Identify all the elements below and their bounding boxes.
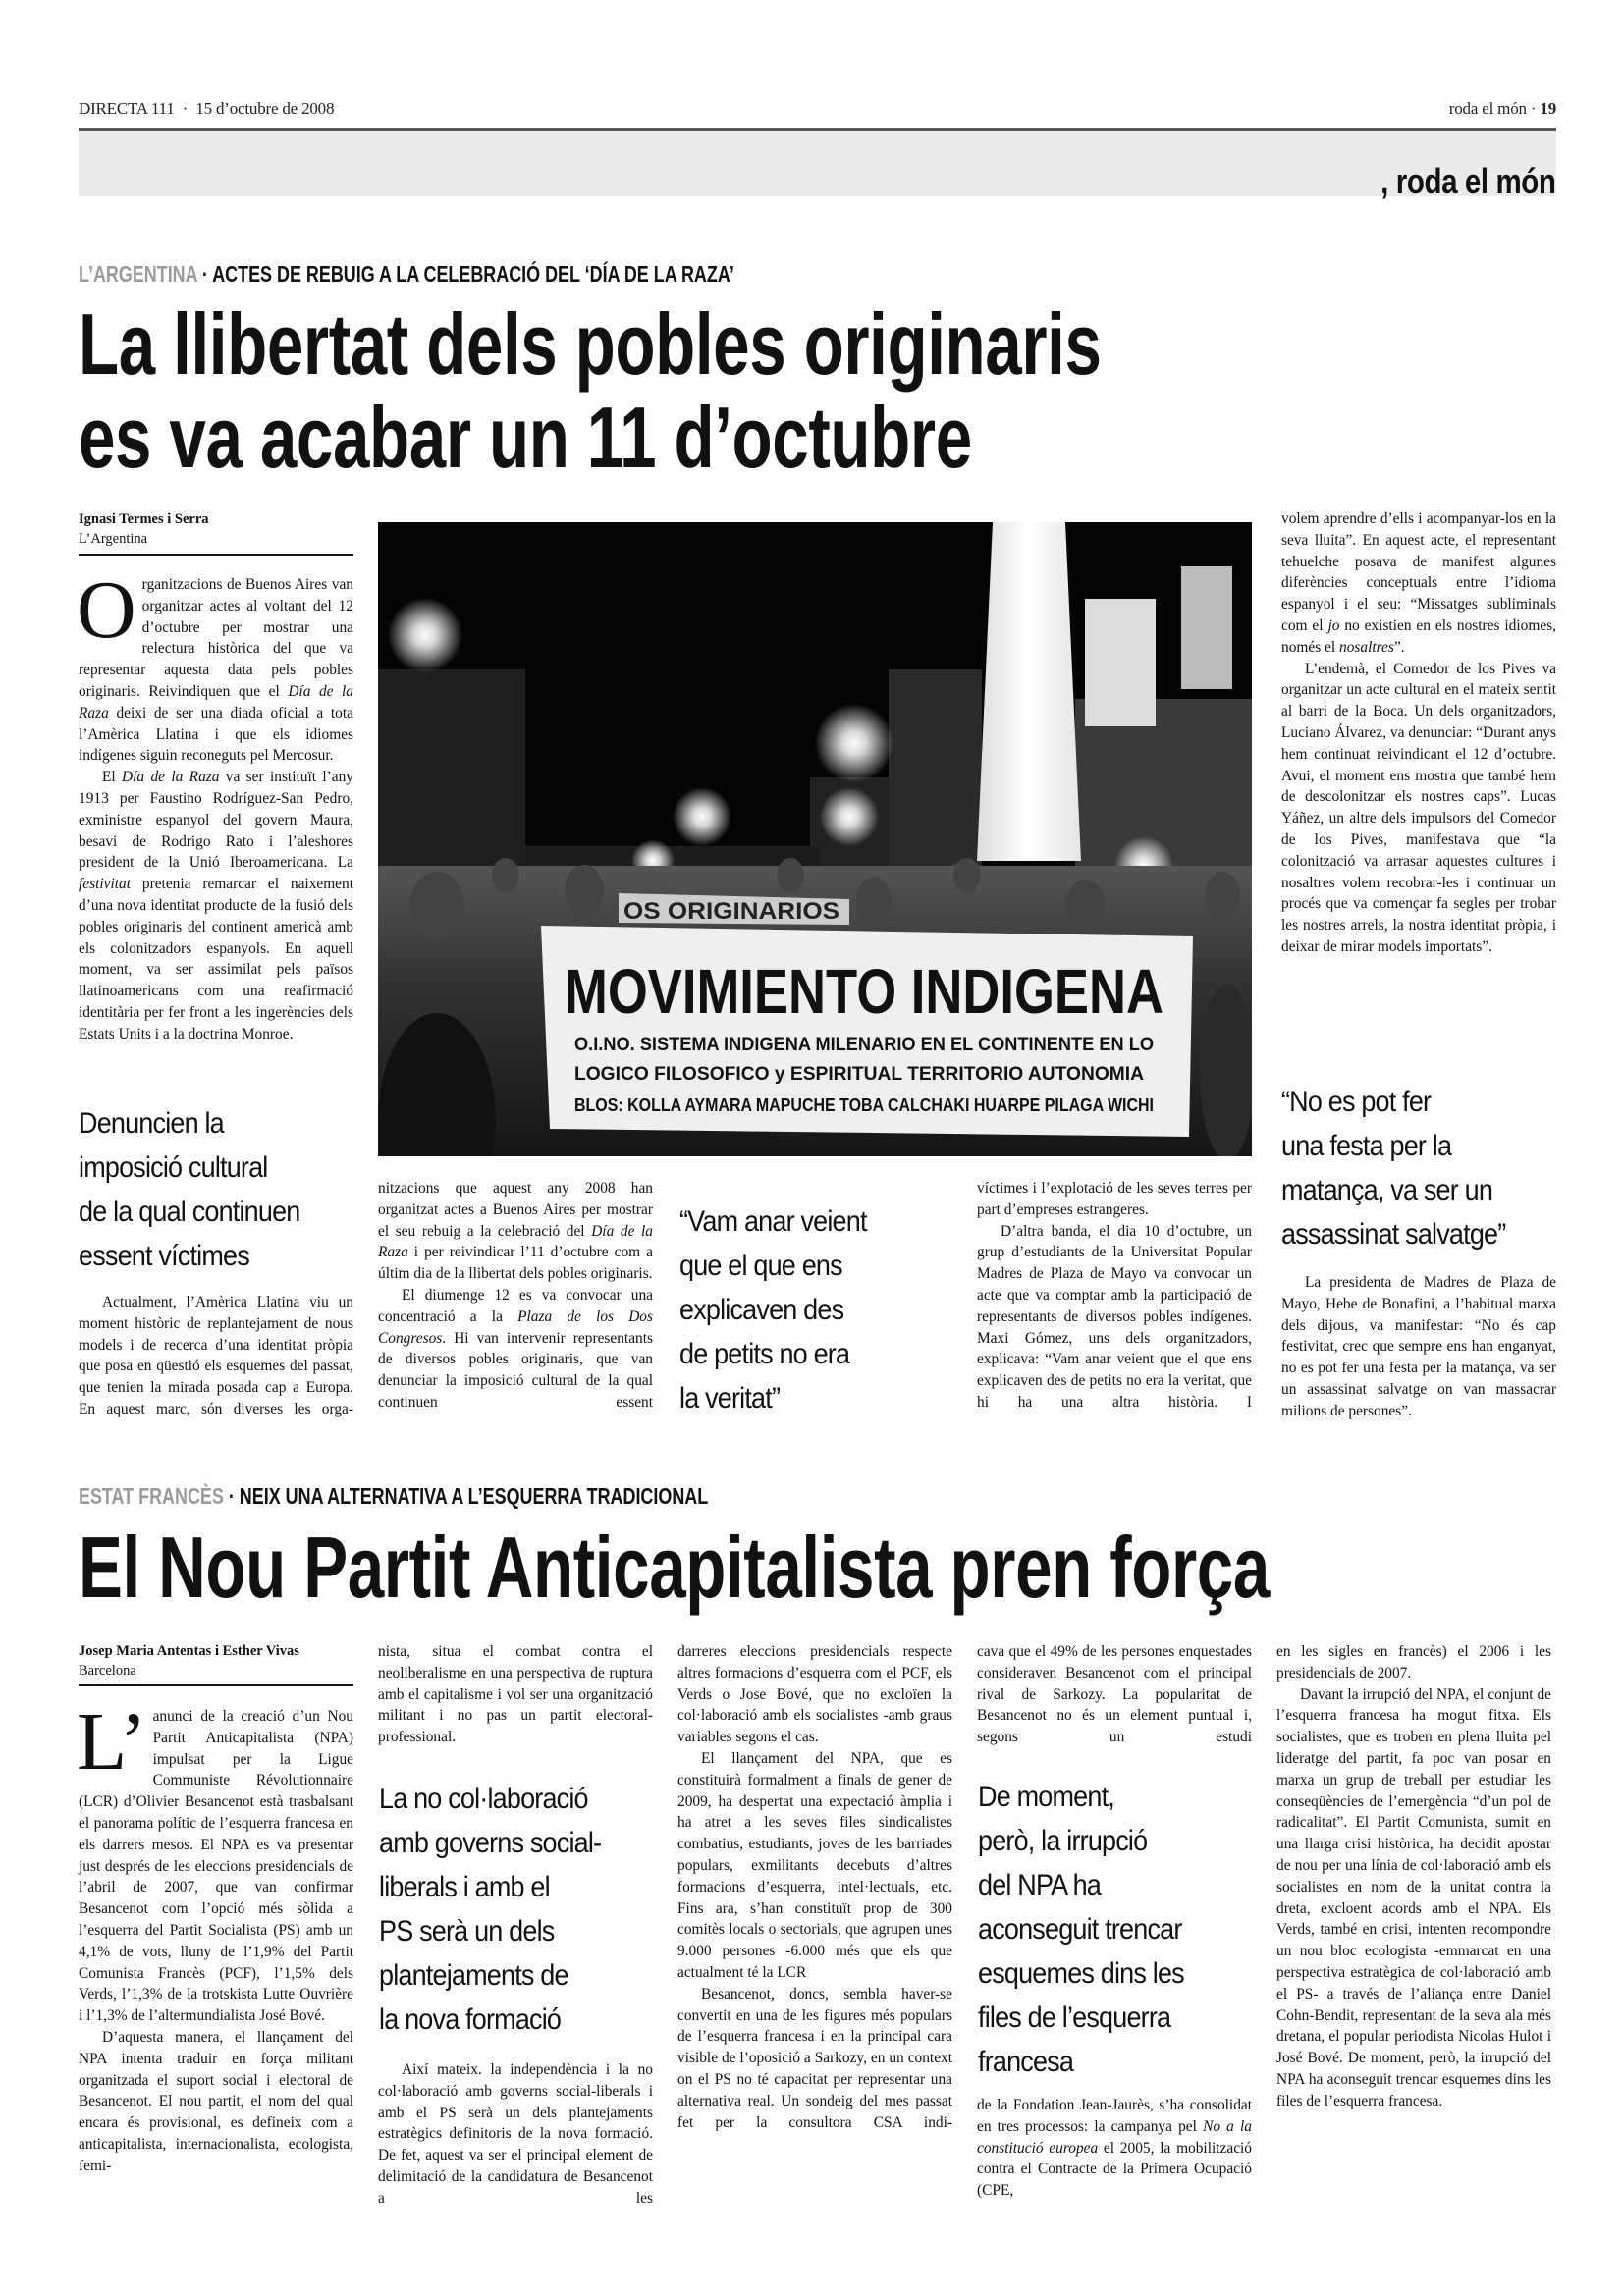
text-run: cava que el 49% de les persones enquestades consideraven Besancenot com el principal rival de Sarkozy. La popularitat de Besancenot no és un element puntual i, segons un estudi: [977, 1643, 1252, 1746]
paragraph: [378, 1178, 653, 1285]
article-2-pull-quote-2: [978, 1775, 1263, 2084]
text-run: deixi de ser una diada oficial a tota l’Amèrica Llatina i que els idiomes indígenes siguin reconeguts pel Mercosur.: [79, 704, 353, 765]
kicker-region: L’ARGENTINA: [79, 261, 197, 287]
pull-quote-line: esquemes dins les: [978, 1957, 1184, 1990]
kicker-topic: ACTES DE REBUIG A LA CELEBRACIÓ DEL ‘DÍA DE LA RAZA’: [212, 261, 734, 287]
drop-cap: L’: [77, 1696, 147, 1788]
pull-quote-line: “Vam anar veient: [679, 1205, 867, 1238]
text-run: El llançament del NPA, que es constituirà formalment a finals de gener de 2009, ha despertat una expectació àmplia i ha atret a les seves files sindicalistes combatius, estudiants, joves de les barriades populars, exmilitants decebuts d’altres formacions d’esquerra, intel·lectuals, etc. Fins ara, s’han constituït prop de 300 comitès locals o sectorials, que agrupen unes 9.000 persones -6.000 més que els que actualment té la LCR: [677, 1749, 952, 1981]
page-header-right: [1449, 99, 1556, 119]
article-2-column-5: [1276, 1641, 1551, 2112]
pull-quote-line: plantejaments de: [379, 1959, 568, 1992]
paragraph: [1276, 1684, 1551, 2112]
article-1-photo-protest: [378, 522, 1252, 1156]
text-run: Actualment, l’Amèrica Llatina viu un moment històric de replantejament de nous models i de recerca d’una identitat pròpia que posa en qüestió els esquemes del passat, que tenien la mirada posada cap a Europa. En aquest marc, són diverses les orga-: [79, 1294, 353, 1417]
paragraph: [1276, 1641, 1551, 1684]
kicker-separator: ·: [223, 1483, 240, 1509]
article-1-byline: [79, 509, 353, 549]
article-2-kicker: [79, 1483, 708, 1510]
article-2-column-4-top: [977, 1641, 1252, 1748]
text-run: i per reivindicar l’11 d’octubre com a últim dia de la llibertat dels pobles originaris.: [378, 1244, 653, 1283]
text-run: D’aquesta manera, el llançament del NPA intenta traduir en força militant organitzada el suport social i electoral de Besancenot. El nou partit, el nom del qual encara és provisional, es defineix com a anticapitalista, internacionalista, ecologista, femi-: [79, 2028, 353, 2174]
text-run: Davant la irrupció del NPA, el conjunt de l’esquerra francesa ha mogut fitxa. Els socialistes, que es troben en plena lluita pel lideratge del partit, fa poc van posar en marxa un grup de treball per estudiar les conseqüències de l’emergència “d’un pol de radicalitat”. El Partit Comunista, sumit en una llarga crisi històrica, ha decidit apostar de nou per una línia de col·laboració amb els socialistes en nom de la unitat contra la dreta, excloent acords amb el NPA. Els Verds, també en crisi, intenten recompondre un nou bloc ecologista -emmarcat en una perspectiva estratègica de col·laboració amb el PS- a través de l’aliança entre Daniel Cohn-Bendit, representant de la seva ala més dretana, el popular periodista Nicolas Hulot i José Bové. De moment, però, la irrupció del NPA ha aconseguit trencar esquemes dins les files de l’esquerra francesa.: [1276, 1685, 1551, 2109]
italic-text: jo: [1327, 616, 1340, 634]
page-header-left: [79, 99, 334, 119]
pull-quote-line: explicaven des: [679, 1294, 844, 1326]
text-run: El: [102, 769, 123, 786]
article-1-column-1-top: [77, 564, 354, 1045]
paragraph: [378, 1285, 653, 1414]
text-run: El diumenge 12 es va convocar una concentració a la: [378, 1286, 653, 1325]
section-banner-title: , roda el món: [1380, 161, 1556, 201]
pull-quote-line: la nova formació: [379, 2003, 562, 2036]
headline-line: es va acabar un 11 d’octubre: [79, 389, 972, 486]
article-1-pull-quote-2: [679, 1200, 964, 1420]
text-run: darreres eleccions presidencials respecte altres formacions d’esquerra com el PCF, els Verds o Jose Bové, que no excloïen la col·laboració amb els socialistes -amb graus variables segons el cas.: [677, 1643, 952, 1746]
publication-name: DIRECTA 111: [79, 99, 175, 118]
article-1-pull-quote-1: [79, 1101, 363, 1278]
separator: ·: [1530, 99, 1537, 118]
text-run: víctimes i l’explotació de les seves terres per part d’empreses estrangeres.: [977, 1180, 1252, 1218]
article-1-column-4: [977, 1178, 1252, 1414]
article-1-kicker: [79, 261, 734, 288]
article-2-column-4-bottom: [977, 2095, 1252, 2202]
pull-quote-line: però, la irrupció: [978, 1825, 1148, 1857]
pull-quote-line: una festa per la: [1281, 1130, 1452, 1162]
paragraph: [1281, 508, 1556, 659]
pull-quote-line: imposició cultural: [79, 1151, 268, 1184]
paragraph: [677, 1748, 952, 1984]
byline-rule: [79, 1684, 353, 1686]
text-run: nista, situa el combat contra el neoliberalisme en una perspectiva de ruptura amb el capitalisme i vol ser una organització militant i no pas un partit electoral-professional.: [378, 1643, 653, 1746]
banner-text-line: LOGICO FILOSOFICO y ESPIRITUAL TERRITORIO AUTONOMIA: [574, 1064, 1145, 1085]
separator: ·: [182, 99, 189, 118]
italic-text: Día de la Raza: [79, 682, 354, 721]
pull-quote-line: de la qual continuen: [79, 1196, 300, 1228]
pull-quote-line: matança, va ser un: [1281, 1174, 1493, 1206]
paragraph: [977, 1641, 1252, 1748]
pull-quote-line: De moment,: [978, 1781, 1114, 1813]
pull-quote-line: de petits no era: [679, 1338, 850, 1370]
paragraph: [378, 2059, 653, 2210]
pull-quote-line: liberals i amb el: [379, 1871, 550, 1903]
article-2-byline: [79, 1641, 353, 1681]
article-1-pull-quote-3: [1281, 1080, 1566, 1256]
section-label: roda el món: [1448, 99, 1527, 118]
pull-quote-line: PS serà un dels: [379, 1915, 555, 1948]
text-run: va ser instituït l’any 1913 per Faustino Rodríguez-San Pedro, exministre espanyol del govern Maura, besavi de Rodrigo Rato i l’aleshores president de la Unió Iberoamericana. La: [79, 769, 353, 872]
headline-line: La llibertat dels pobles originaris: [79, 295, 1102, 393]
article-1-column-5-top: [1281, 508, 1556, 958]
italic-text: nosaltres: [1339, 638, 1394, 656]
paragraph: [79, 2027, 353, 2177]
italic-text: Plaza de los Dos Congresos: [378, 1308, 653, 1347]
text-run: ”.: [1393, 638, 1405, 656]
text-run: rganitzacions de Buenos Aires van organitzar actes al voltant del 12 d’octubre per mostrar una relectura històrica del que va representar aquesta data pels pobles originaris. Reivindiquen que el: [79, 576, 353, 700]
kicker-region: ESTAT FRANCÈS: [79, 1483, 224, 1509]
text-run: Així mateix. la independència i la no col·laboració amb governs social-liberals i amb el PS serà un dels plantejaments estratègics definitoris de la nova formació. De fet, aquest va ser el principal element de delimitació de la candidatura de Besancenot a les: [378, 2061, 653, 2207]
obelisk: [977, 522, 1081, 861]
italic-text: Día de la Raza: [122, 769, 220, 786]
article-1-column-5-bottom: [1281, 1272, 1556, 1422]
pull-quote-line: assassinat salvatge”: [1281, 1218, 1506, 1251]
byline-location: L’Argentina: [79, 531, 148, 547]
paragraph: [77, 1696, 353, 2027]
text-run: D’altra banda, el dia 10 d’octubre, un grup d’estudiants de la Universitat Popular Madres de Plaza de Mayo va convocar un acte que va comptar amb la participació de representants de diversos pobles indígenes. Maxi Gómez, uns dels organitzadors, explicava: “Vam anar veient que el que ens explicaven des de petits no era la veritat, que hi ha una altra història. I: [977, 1222, 1252, 1411]
pull-quote-line: “No es pot fer: [1281, 1086, 1432, 1118]
article-1-column-1-bottom: [79, 1292, 353, 1420]
paragraph: [1281, 1272, 1556, 1422]
text-run: de la Fondation Jean-Jaurès, s’ha consolidat en tres processos: la campanya pel: [977, 2097, 1252, 2135]
italic-text: festivitat: [79, 876, 132, 893]
text-run: La presidenta de Madres de Plaza de Mayo, Hebe de Bonafini, a l’habitual marxa dels dijous, va manifestar: “No és cap festivitat, crec que sempre ens han enganyat, no es pot fer una festa per la matança, va ser un assassinat salvatge on van massacrar milions de persones”.: [1281, 1274, 1556, 1419]
article-2-column-2-top: [378, 1641, 653, 1748]
paragraph: [79, 1292, 353, 1420]
pull-quote-line: francesa: [978, 2046, 1074, 2078]
article-1-column-2: [378, 1178, 653, 1414]
pull-quote-line: del NPA ha: [978, 1869, 1102, 1901]
text-run: . Hi van intervenir representants de diversos pobles originaris, que van denunciar la imposició cultural de la qual continuen essent: [378, 1329, 653, 1411]
paragraph: [77, 564, 354, 767]
pull-quote-line: essent víctimes: [79, 1240, 249, 1272]
byline-rule: [79, 554, 353, 556]
text-run: volem aprendre d’ells i acompanyar-los en la seva lluita”. En aquest acte, el representant tehuelche posava de manifest algunes diferències conceptuals entre l’idioma espanyol i el seu: “Missatges subliminals com el: [1281, 510, 1556, 634]
byline-author: Josep Maria Antentas i Esther Vivas: [79, 1643, 299, 1659]
paragraph: [378, 1641, 653, 1748]
text-run: no existien en els nostres idiomes, només el: [1281, 616, 1556, 656]
text-run: L’endemà, el Comedor de los Pives va organitzar un acte cultural en el mateix sentit al barri de la Boca. Un dels organitzadors, Luciano Álvarez, va denunciar: “Durant anys hem continuat reivindicant el 12 d’octubre. Avui, el moment ens mostra que també hem de descolonitzar els nostres caps”. Lucas Yáñez, un altre dels impulsors del Comedor de los Pives, manifestava que “la colonització va arrasar aquestes cultures i nosaltres volem recobrar-les i continuar un procés que va començar fa segles per trobar les nostres arrels, la nostra identitat pròpia, i deixar de mirar models importats”.: [1281, 660, 1556, 955]
rear-banner-text: OS ORIGINARIOS: [623, 898, 839, 925]
pull-quote-line: Denuncien la: [79, 1107, 224, 1140]
text-run: Besancenot, doncs, sembla haver-se convertit en una de les figures més populars de l’esquerra francesa i en la principal cara visible de l’oposició a Sarkozy, en un context on el PS no té capacitat per representar una alternativa real. Un sondeig del mes passat fet per la consultora CSA indi-: [677, 1985, 952, 2131]
article-2-column-3: [677, 1641, 952, 2133]
italic-text: Día de la Raza: [378, 1222, 653, 1261]
paragraph: [79, 767, 353, 1044]
paragraph: [977, 2095, 1252, 2202]
italic-text: No a la constitució europea: [977, 2117, 1252, 2157]
banner-main-text: MOVIMIENTO INDIGENA: [565, 956, 1163, 1027]
kicker-topic: NEIX UNA ALTERNATIVA A L’ESQUERRA TRADICIONAL: [239, 1483, 709, 1509]
banner-text-line: BLOS: KOLLA AYMARA MAPUCHE TOBA CALCHAKI HUARPE PILAGA WICHI: [574, 1095, 1154, 1115]
article-2-pull-quote-1: [379, 1777, 664, 2042]
pull-quote-line: que el que ens: [679, 1250, 842, 1282]
article-2-headline: [79, 1521, 1270, 1614]
section-band: [79, 131, 1556, 196]
paragraph: [977, 1221, 1252, 1414]
byline-author: Ignasi Termes i Serra: [79, 511, 209, 527]
pull-quote-line: files de l’esquerra: [978, 2002, 1171, 2034]
article-2-column-2-bottom: [378, 2059, 653, 2210]
paragraph: [977, 1178, 1252, 1221]
text-run: nitzacions que aquest any 2008 han organitzat actes a Buenos Aires per mostrar el seu rebuig a la celebració del: [378, 1180, 653, 1240]
page-number: 19: [1540, 99, 1556, 118]
text-run: en les sigles en francès) el 2006 i les presidencials de 2007.: [1276, 1643, 1551, 1682]
paragraph: [677, 1984, 952, 2134]
byline-location: Barcelona: [79, 1663, 136, 1679]
pull-quote-line: La no col·laboració: [379, 1783, 588, 1815]
banner-text-line: O.I.NO. SISTEMA INDIGENA MILENARIO EN EL CONTINENTE EN LO: [574, 1035, 1154, 1055]
pull-quote-line: la veritat”: [679, 1382, 781, 1415]
text-run: anunci de la creació d’un Nou Partit Anticapitalista (NPA) impulsat per la Ligue Communiste Révolutionnaire (LCR) d’Olivier Besancenot està trasbalsant el panorama polític de l’esquerra francesa en els darrers mesos. El NPA es va presentar just després de les eleccions presidencials de l’abril de 2007, que van confirmar Besancenot com l’opció més sòlida a l’esquerra del Partit Socialista (PS) amb un 4,1% de vots, lluny de l’1,9% del Partit Comunista Francès (PCF), l’1,5% dels Verds, l’1,3% de la trotskista Lutte Ouvrière i l’1,3% de l’altermundialista José Bové.: [79, 1708, 353, 2025]
pull-quote-line: aconseguit trencar: [978, 1913, 1182, 1946]
kicker-separator: ·: [196, 261, 213, 287]
issue-date: 15 d’octubre de 2008: [195, 99, 335, 118]
paragraph: [677, 1641, 952, 1748]
article-2-column-1: [77, 1696, 353, 2177]
headline-line: El Nou Partit Anticapitalista pren força: [79, 1519, 1270, 1616]
paragraph: [1281, 659, 1556, 958]
text-run: el 2005, la mobilització contra el Contracte de la Primera Ocupació (CPE,: [977, 2139, 1252, 2200]
drop-cap: O: [77, 564, 136, 656]
pull-quote-line: amb governs social-: [379, 1827, 602, 1859]
article-1-headline: [79, 297, 1102, 484]
text-run: pretenia remarcar el naixement d’una nova identitat producte de la fusió dels pobles originaris del continent americà amb els colonitzadors espanyols. En aquell moment, va ser assimilat pels països llatinoamericans com una reafirmació identitària per fer front a les ingerències dels Estats Units i a la doctrina Monroe.: [79, 876, 353, 1042]
